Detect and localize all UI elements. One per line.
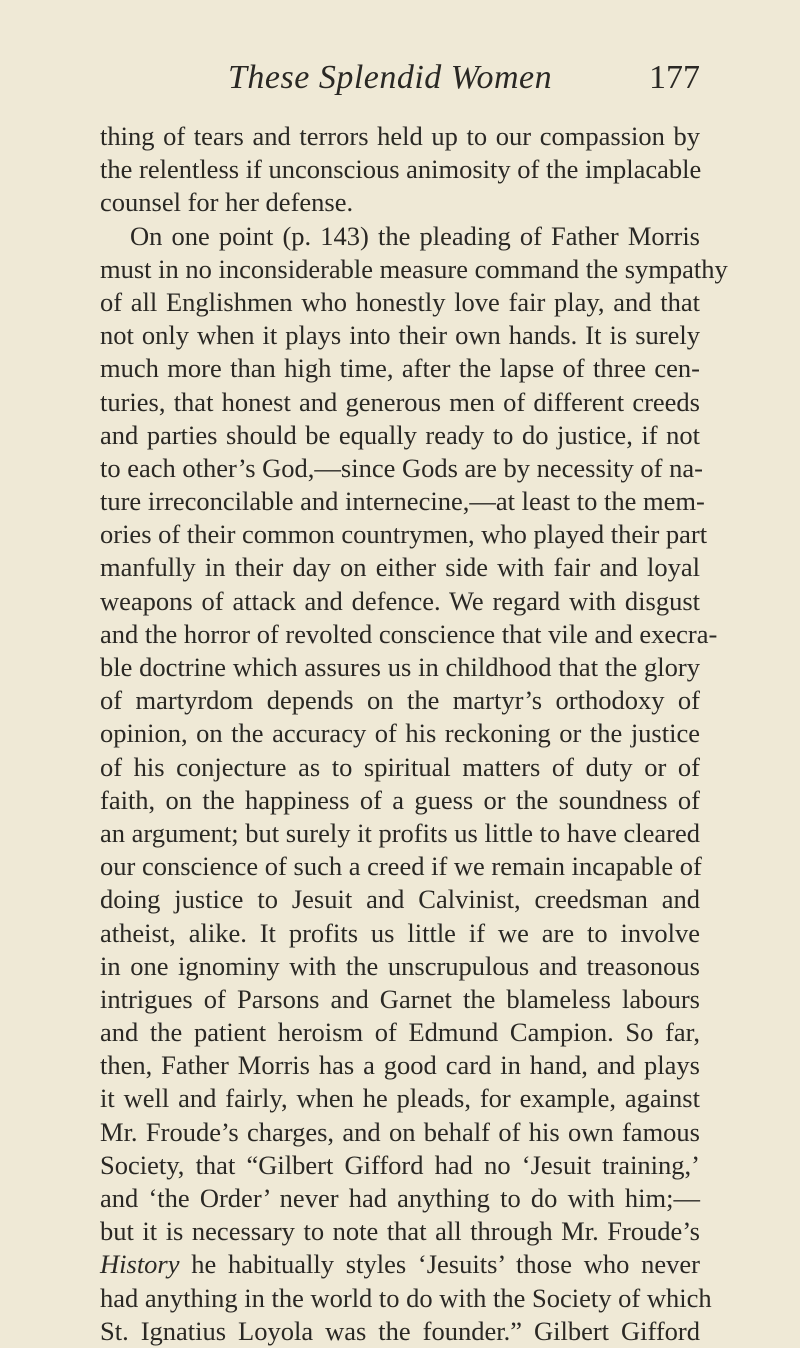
italic-title-history: History: [100, 1249, 180, 1280]
text-line-with-italic: [100, 1248, 700, 1281]
text-line: intrigues of Parsons and Garnet the blameless labours: [100, 983, 700, 1014]
text-line: turies, that honest and generous men of different creeds: [100, 386, 700, 417]
text-line: and the patient heroism of Edmund Campion. So far,: [100, 1017, 700, 1048]
text-line: and the horror of revolted conscience that vile and execra-: [100, 618, 718, 649]
text-line: opinion, on the accuracy of his reckoning or the justice: [100, 718, 700, 749]
text-line: had anything in the world to do with the Society of which: [100, 1282, 712, 1313]
text-line: not only when it plays into their own hands. It is surely: [100, 320, 700, 351]
text-line: counsel for her defense.: [100, 187, 354, 218]
text-line: manfully in their day on either side with fair and loyal: [100, 552, 700, 583]
page-number: 177: [649, 59, 700, 96]
running-head: [0, 58, 800, 102]
text-line: weapons of attack and defence. We regard with disgust: [100, 585, 700, 616]
text-line: ture irreconcilable and internecine,—at least to the mem-: [100, 486, 705, 517]
text-line: ories of their common countrymen, who played their part: [100, 519, 708, 550]
text-line: must in no inconsiderable measure command the sympathy: [100, 253, 728, 284]
text-line: an argument; but surely it profits us little to have cleared: [100, 817, 701, 848]
text-line: Society, that “Gilbert Gifford had no ‘Jesuit training,’: [100, 1149, 700, 1180]
text-line: it well and fairly, when he pleads, for example, against: [100, 1083, 700, 1114]
text-line: faith, on the happiness of a guess or the soundness of: [100, 784, 700, 815]
text-line: the relentless if unconscious animosity of the implacable: [100, 154, 702, 185]
text-line-rest: he habitually styles ‘Jesuits’ those who never: [179, 1249, 700, 1280]
text-line: and ‘the Order’ never had anything to do with him;—: [100, 1183, 700, 1213]
text-line: of martyrdom depends on the martyr’s orthodoxy of: [100, 685, 700, 716]
text-line: thing of tears and terrors held up to our compassion by: [100, 121, 700, 151]
text-line: doing justice to Jesuit and Calvinist, creedsman and: [100, 884, 700, 915]
text-line: much more than high time, after the lapse of three cen-: [100, 353, 700, 384]
text-line: atheist, alike. It profits us little if we are to involve: [100, 917, 700, 948]
paragraph-start-line: On one point (p. 143) the pleading of Father Morris: [130, 220, 700, 251]
text-line: of his conjecture as to spiritual matters of duty or of: [100, 751, 700, 782]
text-line: our conscience of such a creed if we remain incapable of: [100, 851, 702, 882]
text-line: but it is necessary to note that all through Mr. Froude’s: [100, 1216, 700, 1247]
text-line: of all Englishmen who honestly love fair play, and that: [100, 286, 700, 317]
text-line: and parties should be equally ready to do justice, if not: [100, 419, 700, 450]
text-line: in one ignominy with the unscrupulous and treasonous: [100, 950, 700, 981]
text-line: then, Father Morris has a good card in hand, and plays: [100, 1050, 700, 1081]
body-text: [100, 120, 728, 1348]
text-line: St. Ignatius Loyola was the founder.” Gilbert Gifford: [100, 1315, 700, 1346]
running-title: These Splendid Women: [228, 59, 553, 96]
text-line: Mr. Froude’s charges, and on behalf of his own famous: [100, 1116, 700, 1147]
text-line: ble doctrine which assures us in childhood that the glory: [100, 652, 700, 682]
text-line: to each other’s God,—since Gods are by necessity of na-: [100, 452, 703, 483]
